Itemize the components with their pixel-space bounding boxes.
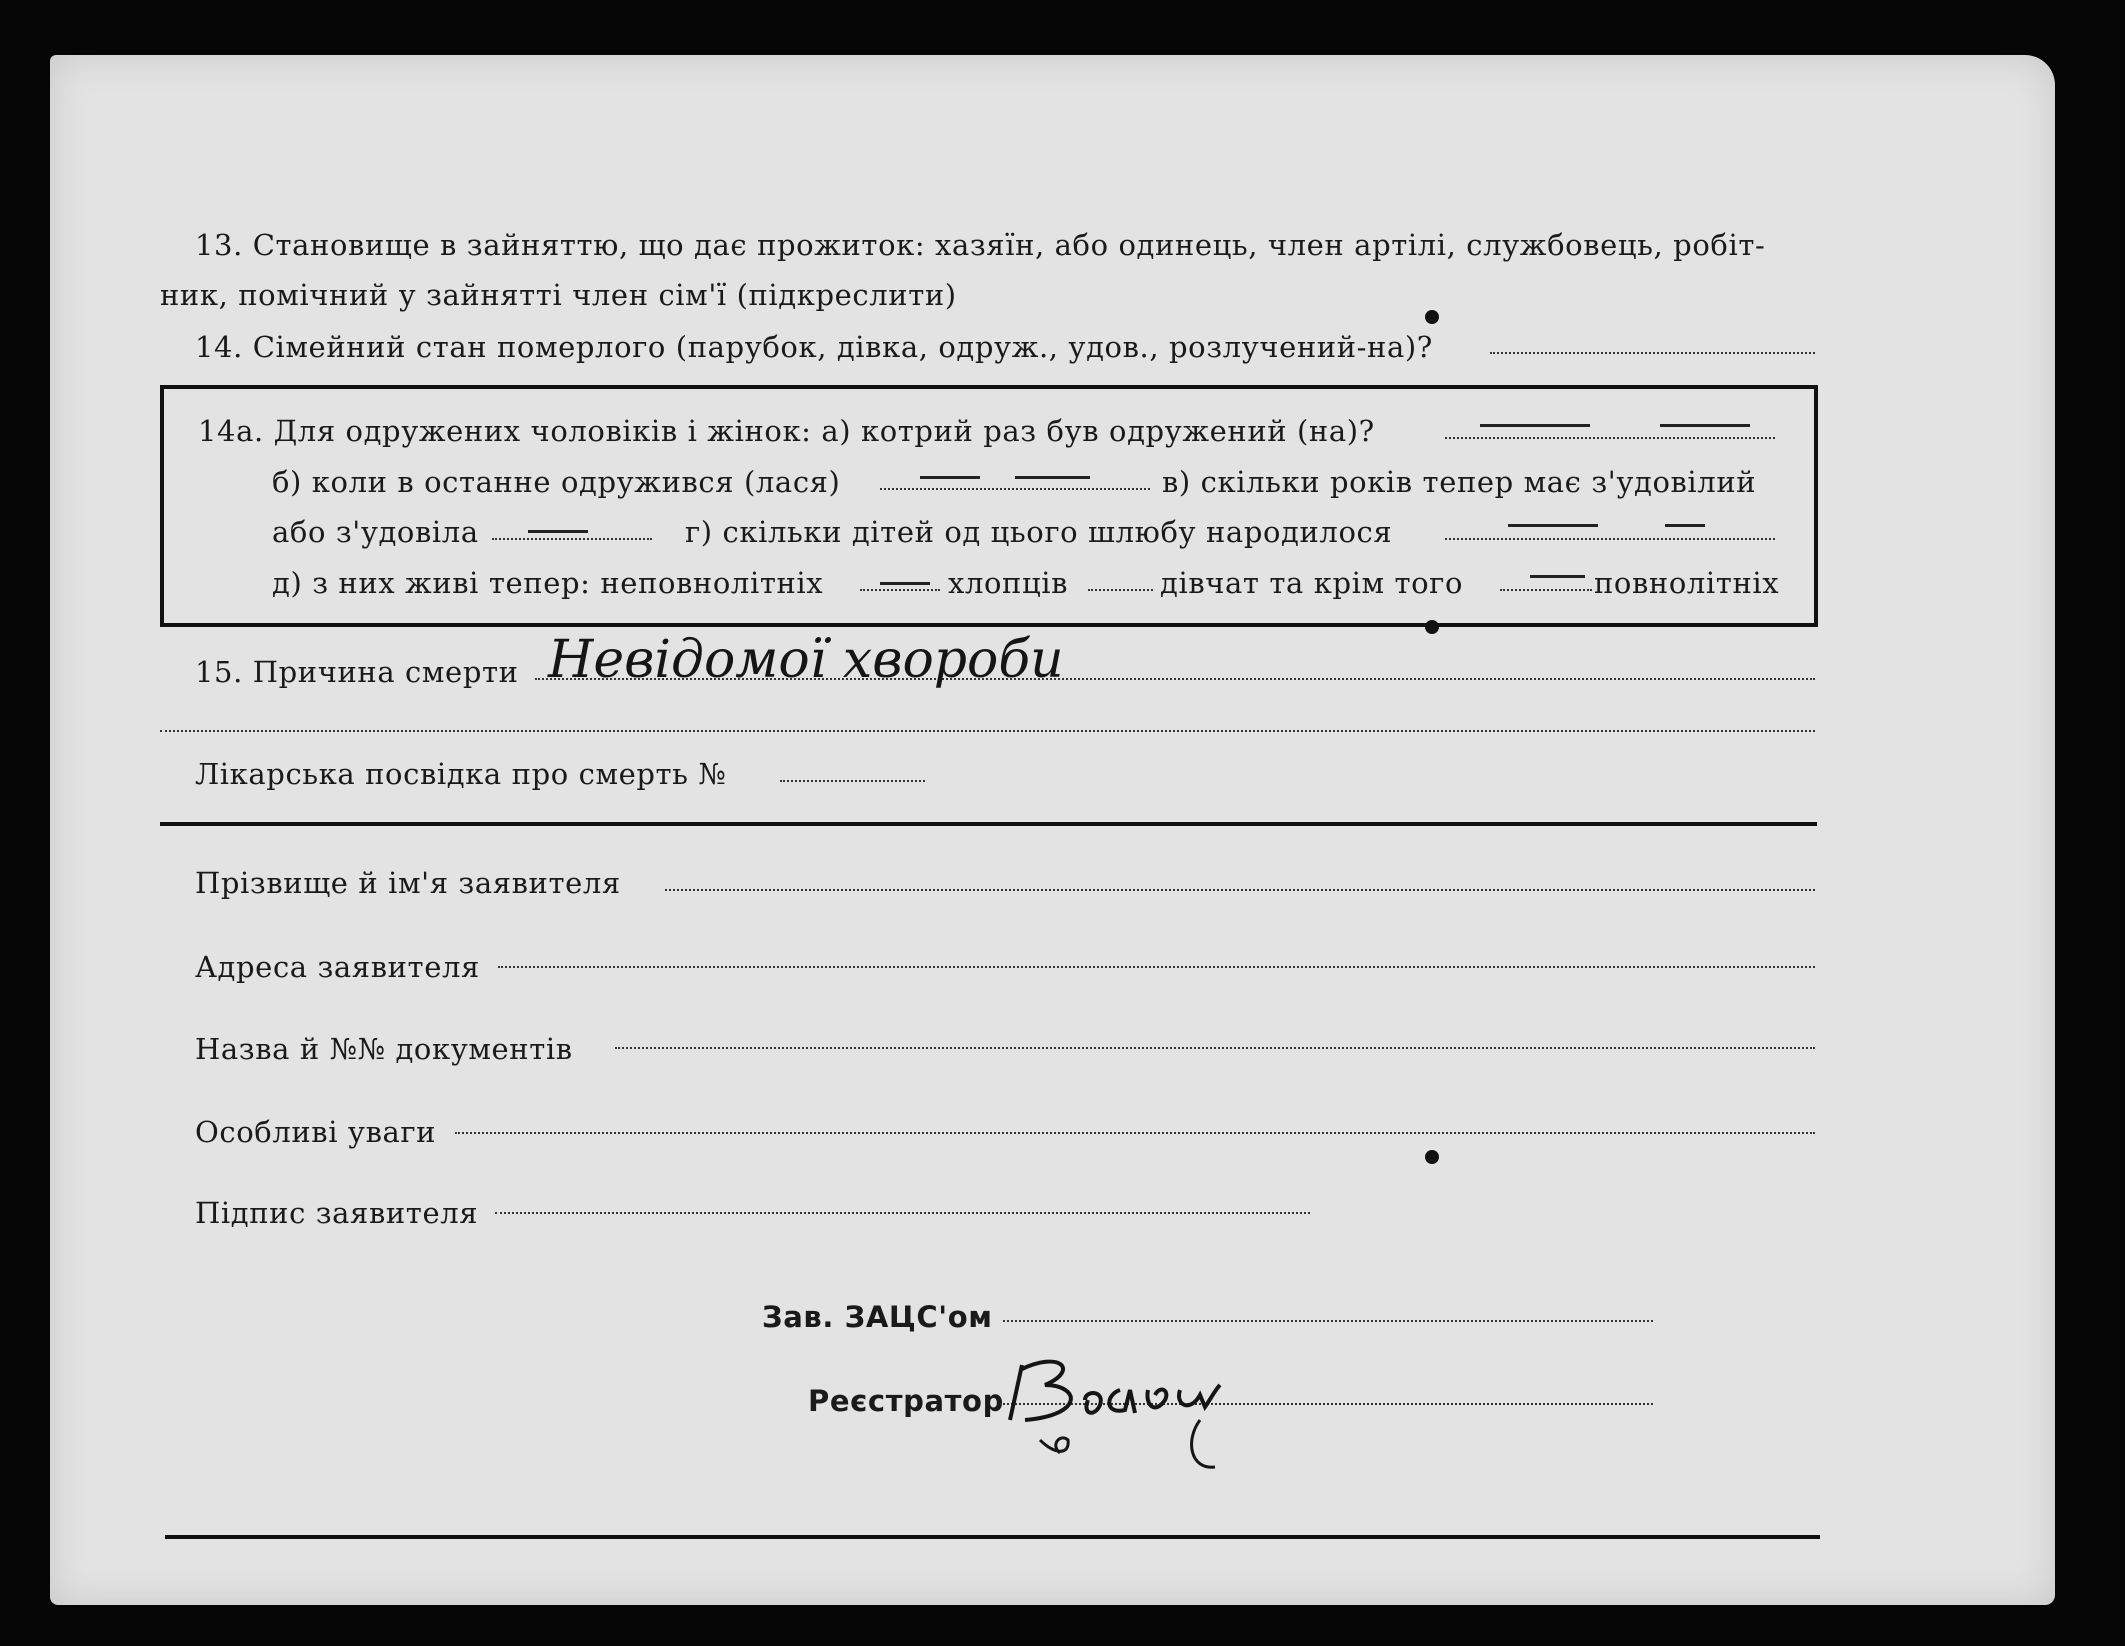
section-divider: [160, 822, 1817, 826]
dash-mark: [1530, 575, 1585, 578]
q14-answer-line[interactable]: [1490, 352, 1815, 354]
q15-label: 15. Причина смерти: [195, 655, 519, 689]
head-zags-signature-field[interactable]: [1003, 1320, 1653, 1322]
q14a-answer-boys[interactable]: [1088, 589, 1153, 591]
q14a-boys-label: хлопців: [948, 566, 1069, 600]
notes-label: Особливі уваги: [195, 1115, 437, 1149]
documents-field[interactable]: [615, 1047, 1815, 1049]
q14-label: 14. Сімейний стан померлого (парубок, дівка, одруж., удов., розлучений-на)?: [195, 330, 1433, 364]
q14a-answer-d-minors[interactable]: [860, 589, 940, 591]
q14a-v-label: в) скільки років тепер має з'удовілий: [1162, 465, 1757, 499]
applicant-address-field[interactable]: [498, 966, 1815, 968]
q14a-adults-label: повнолітніх: [1594, 566, 1780, 600]
q14a-answer-girls[interactable]: [1500, 589, 1592, 591]
dash-mark: [880, 582, 930, 585]
applicant-name-field[interactable]: [665, 889, 1815, 891]
dash-mark: [1660, 424, 1750, 427]
notes-field[interactable]: [455, 1132, 1815, 1134]
q14a-g-label: г) скільки дітей од цього шлюбу народилося: [685, 515, 1393, 549]
q14a-abo-label: або з'удовіла: [272, 515, 479, 549]
bottom-rule: [165, 1535, 1820, 1539]
punch-hole: [1425, 310, 1439, 324]
documents-label: Назва й №№ документів: [195, 1032, 573, 1066]
medical-cert-label: Лікарська посвідка про смерть №: [195, 757, 727, 791]
q13-line2: ник, помічний у зайнятті член сім'ї (підкреслити): [160, 278, 957, 312]
q14a-line1: 14а. Для одружених чоловіків і жінок: а) котрий раз був одружений (на)?: [198, 414, 1375, 448]
punch-hole: [1425, 1150, 1439, 1164]
q14a-b-label: б) коли в останне одружився (лася): [272, 465, 841, 499]
dash-mark: [1665, 524, 1705, 527]
applicant-name-label: Прізвище й ім'я заявителя: [195, 866, 621, 900]
dash-mark: [920, 476, 980, 479]
q14a-answer-v[interactable]: [492, 538, 652, 540]
q14a-answer-g[interactable]: [1445, 538, 1775, 540]
dash-mark: [1508, 524, 1598, 527]
q15-answer-line-2[interactable]: [160, 730, 1815, 732]
registrar-label: Реєстратор: [808, 1384, 1004, 1418]
q14a-answer-a[interactable]: [1445, 437, 1775, 439]
dash-mark: [1480, 424, 1590, 427]
q15-handwritten-answer: Невідомої хвороби: [548, 630, 1064, 690]
q13-line1: 13. Становище в зайняттю, що дає прожиток: хазяїн, або одинець, член артілі, службовець, робіт-: [195, 228, 1766, 262]
head-zags-label: Зав. ЗАЦС'ом: [762, 1300, 993, 1334]
q14a-d-label: д) з них живі тепер: неповнолітніх: [272, 566, 824, 600]
q14a-girls-label: дівчат та крім того: [1160, 566, 1464, 600]
applicant-signature-field[interactable]: [495, 1212, 1310, 1214]
dash-mark: [1015, 476, 1090, 479]
dash-mark: [528, 530, 588, 533]
applicant-signature-label: Підпис заявителя: [195, 1196, 479, 1230]
q14a-answer-b[interactable]: [880, 488, 1150, 490]
medical-cert-answer[interactable]: [780, 780, 925, 782]
applicant-address-label: Адреса заявителя: [195, 950, 480, 984]
